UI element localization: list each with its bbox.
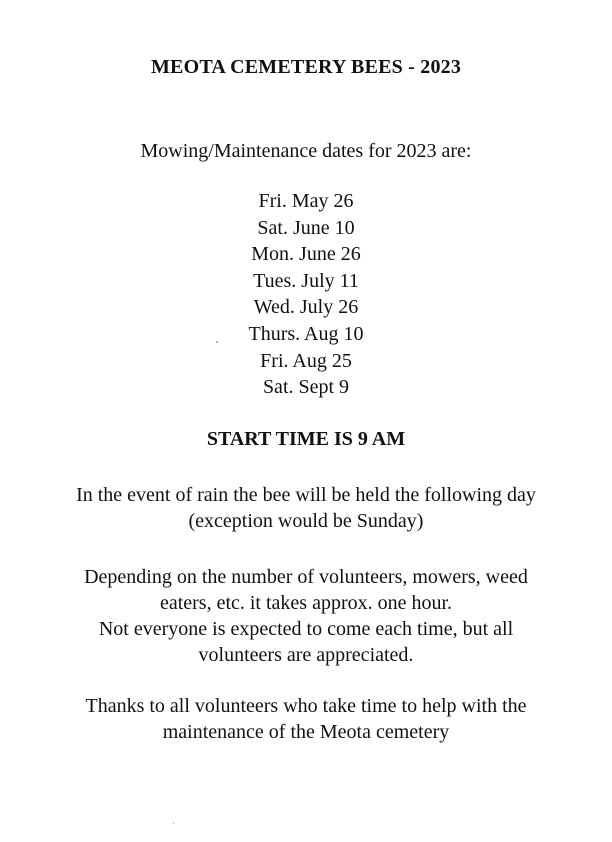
thanks-note-line: Thanks to all volunteers who take time to help with the xyxy=(85,695,527,717)
thanks-note-line: maintenance of the Meota cemetery xyxy=(162,721,450,743)
volunteers-notice-line: Depending on the number of volunteers, mowers, weed xyxy=(84,566,528,588)
volunteers-notice-line: Not everyone is expected to come each time, but all xyxy=(98,618,514,640)
scan-speck xyxy=(216,341,218,343)
dates-intro: Mowing/Maintenance dates for 2023 are: xyxy=(140,140,472,162)
date-item: Sat. Sept 9 xyxy=(262,376,350,399)
rain-notice xyxy=(0,482,612,534)
date-item: Tues. July 11 xyxy=(253,269,359,292)
document-title: MEOTA CEMETERY BEES - 2023 xyxy=(150,56,462,78)
date-item: Sat. June 10 xyxy=(257,216,355,239)
thanks-note xyxy=(0,693,612,745)
date-item: Fri. May 26 xyxy=(258,190,354,212)
scan-speck xyxy=(173,823,174,824)
volunteers-notice-line: volunteers are appreciated. xyxy=(198,644,414,666)
start-time-heading: START TIME IS 9 AM xyxy=(206,428,406,450)
volunteers-notice-line: eaters, etc. it takes approx. one hour. xyxy=(159,592,453,614)
volunteers-notice xyxy=(0,564,612,668)
date-list xyxy=(0,188,612,401)
date-item: Fri. Aug 25 xyxy=(260,349,352,372)
rain-notice-line: (exception would be Sunday) xyxy=(188,510,424,532)
date-item: Mon. June 26 xyxy=(251,243,361,266)
rain-notice-line: In the event of rain the bee will be held the following day xyxy=(76,484,536,506)
date-item: Wed. July 26 xyxy=(253,296,359,319)
date-item: Thurs. Aug 10 xyxy=(248,322,364,345)
